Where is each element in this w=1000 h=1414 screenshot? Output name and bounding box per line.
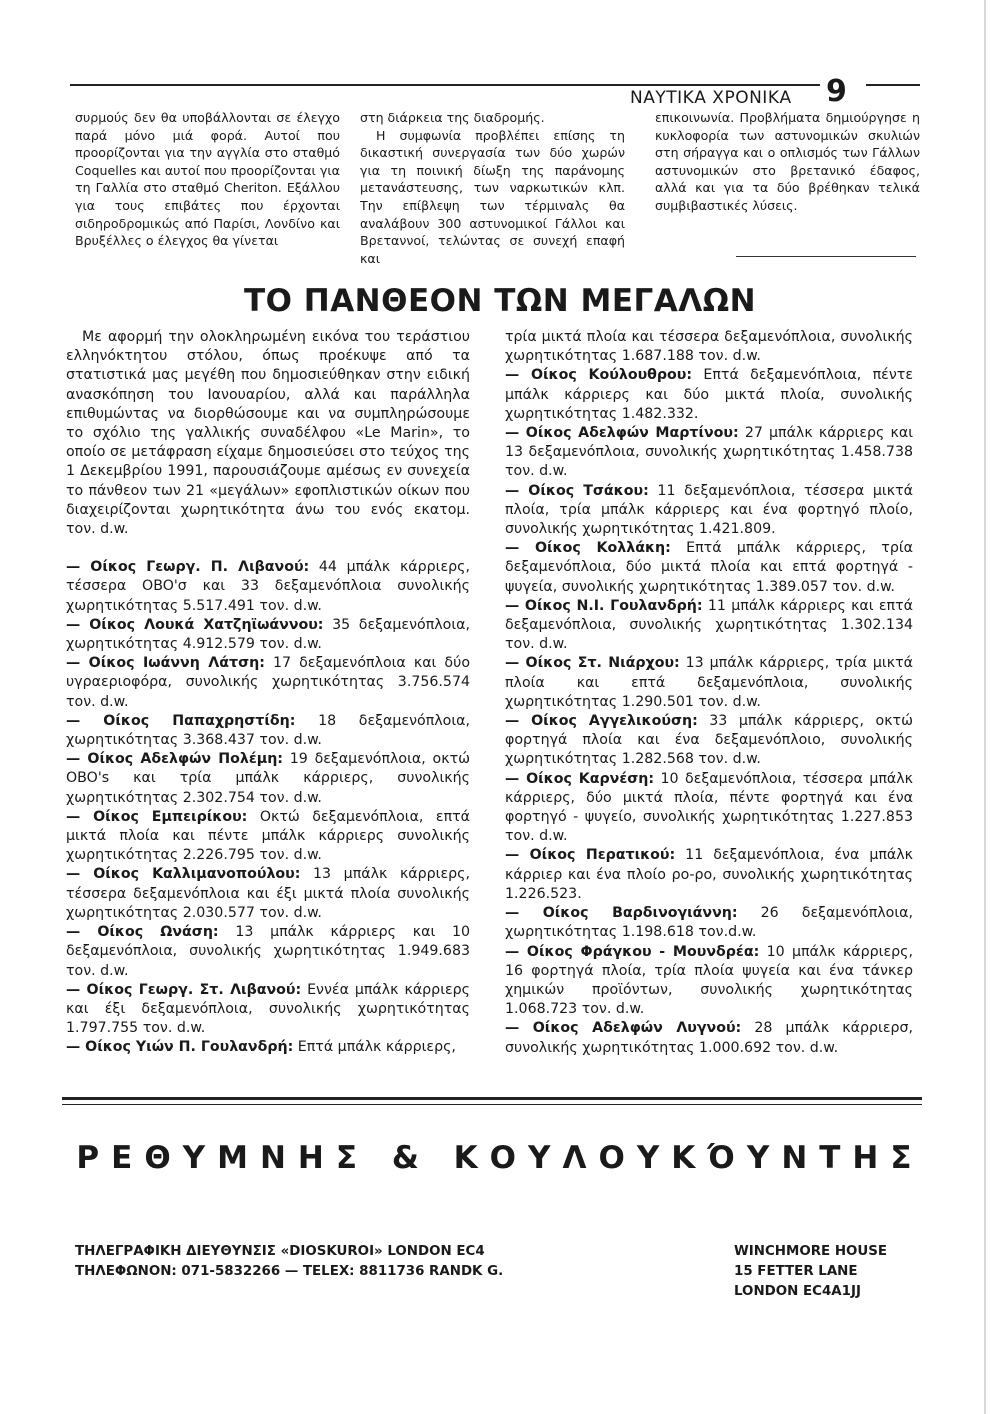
shipping-house-details: 11 μπάλκ κάρριερς και επτά δεξαμενόπλοια, συνολικής χωρητικότητας 1.302.134 τον. d.w. — [505, 597, 913, 653]
shipping-house-entry — [66, 808, 470, 866]
ad-phone: ΤΗΛΕΦΩΝΟΝ: 071-5832266 — TELEX: 8811736 RANDK G. — [75, 1264, 504, 1279]
shipping-house-name: — Οίκος Κούλουθρου: — [505, 367, 693, 384]
shipping-house-details: 11 δεξαμενόπλοια, τέσσερα μικτά πλοία, τρία μπάλκ κάρριερς και ένα φορτηγό πλοίο, συνολικής χωρητικότητας 1.421.809. — [505, 482, 913, 538]
shipping-house-entry — [66, 750, 470, 808]
shipping-house-details: Εννέα μπάλκ κάρριερς και έξι δεξαμενόπλοια, συνολικής χωρητικότητας 1.797.755 τον. d.w. — [66, 981, 470, 1037]
shipping-house-entry — [66, 923, 470, 981]
shipping-house-details: Επτά μπάλκ κάρριερς, τρία δεξαμενόπλοια, δύο μικτά πλοία και επτά φορτηγά - ψυγεία, συνολικής χωρητικότητας 1.389.057 τον. d.w. — [505, 540, 913, 595]
shipping-house-entry — [66, 981, 470, 1039]
shipping-house-entry — [66, 712, 470, 750]
column-end-rule — [736, 256, 916, 257]
ad-top-rule-thin — [62, 1104, 922, 1105]
header-rule-right — [866, 84, 920, 86]
shipping-house-details: 10 μπάλκ κάρριερς, 16 φορτηγά πλοία, τρία πλοία ψυγεία και ένα τάνκερ χημικών προϊόντων, συνολικής χωρητικότητας 1.068.723 τον. d.w. — [505, 943, 913, 1018]
shipping-house-entry — [505, 366, 913, 424]
shipping-house-details: 27 μπάλκ κάρριερς και 13 δεξαμενόπλοια, συνολικής χωρητικότητας 1.458.738 τον. d.w. — [505, 425, 914, 480]
shipping-house-name: — Οίκος Φράγκου - Μουνδρέα: — [505, 943, 760, 960]
shipping-house-details: 13 μπάλκ κάρριερς, τρία μικτά πλοία και επτά δεξαμενόπλοια, συνολικής χωρητικότητας 1.290.501 τον. d.w. — [505, 655, 913, 710]
shipping-house-details: 17 δεξαμενόπλοια και δύο υγραεριοφόρα, συνολικής χωρητικότητας 3.756.574 τον. d.w. — [66, 655, 470, 710]
shipping-house-details: 18 δεξαμενόπλοια, χωρητικότητας 3.368.437 τον. d.w. — [66, 712, 470, 749]
shipping-house-entry — [505, 770, 913, 847]
top-column-2 — [360, 109, 625, 267]
shipping-house-entry — [505, 654, 913, 712]
shipping-house-entry — [505, 539, 913, 597]
shipping-house-details: 13 μπάλκ κάρριερς, τέσσερα δεξαμενόπλοια και έξι μικτά πλοία συνολικής χωρητικότητας 2.030.577 τον. d.w. — [66, 866, 470, 921]
ad-address — [734, 1242, 887, 1302]
shipping-house-details: 33 μπάλκ κάρριερς, οκτώ φορτηγά πλοία και ένα δεξαμενόπλοιο, συνολικής χωρητικότητας 1.282.568 τον. d.w. — [505, 713, 913, 768]
shipping-house-entry — [66, 558, 470, 616]
shipping-house-name: — Οίκος Παπαχρηστίδη: — [66, 712, 296, 729]
shipping-house-name: — Οίκος Τσάκου: — [505, 482, 649, 499]
article-intro: Με αφορμή την ολοκληρωμένη εικόνα του τεράστιου ελληνόκτητου στόλου, όπως προέκυψε από τα στατιστικά μας μεγέθη που δημοσιεύθηκαν στην ειδική ανασκόπηση του Ιανουαρίου, αλλά και παράλληλα επιθυμώντας να διορθώσουμε και να συμπληρώσουμε το σχόλιο της γαλλικής συναδέλφου «Le Marin», το οποίο σε μετάφραση είχαμε δημοσιεύσει στο τεύχος της 1 Δεκεμβρίου 1991, παρουσιάζουμε αμέσως εν συνεχεία το πάνθεον των 21 «μεγάλων» εφοπλιστικών οίκων που διαχειρίζονται χωρητικότητα άνω του ενός εκατομ. τον. d.w. — [66, 329, 470, 538]
shipping-house-name: — Οίκος Λουκά Χατζηϊωάννου: — [66, 616, 324, 633]
shipping-house-details: 13 μπάλκ κάρριερς και 10 δεξαμενόπλοια, συνολικής χωρητικότητας 1.949.683 τον. d.w. — [66, 924, 471, 979]
article-headline: ΤΟ ΠΑΝΘΕΟΝ ΤΩΝ ΜΕΓΑΛΩΝ — [243, 283, 757, 319]
shipping-house-entry — [505, 424, 913, 482]
shipping-house-entry — [505, 943, 913, 1020]
shipping-house-entry — [66, 1038, 470, 1057]
article-continuation: τρία μικτά πλοία και τέσσερα δεξαμενόπλοια, συνολικής χωρητικότητας 1.687.188 τον. d.w. — [505, 329, 913, 365]
shipping-house-name: — Οίκος Αδελφών Πολέμη: — [66, 751, 283, 768]
ad-contact-left — [75, 1242, 503, 1282]
top-column-2-line: στη διάρκεια της διαδρομής. — [360, 110, 545, 125]
shipping-house-details: 11 δεξαμενόπλοια, ένα μπάλκ κάρριερ και ένα πλοίο ρο-ρο, συνολικής χωρητικότητας 1.226.523. — [505, 847, 913, 902]
paragraph-gap — [66, 539, 470, 558]
top-column-1-text: συρμούς δεν θα υποβάλλονται σε έλεγχο παρά μόνο μιά φορά. Αυτοί που προορίζονται για την αγγλία στο σταθμό Coquelles και αυτοί που προορίζονται για τη Γαλλία στο σταθμό Cheriton. Εξάλλου για τους επιβάτες που έρχονται σιδηροδρομικώς από Παρίσι, Λονδίνο και Βρυξέλλες ο έλεγχος θα γίνεται — [75, 110, 340, 249]
ad-top-rule — [62, 1097, 922, 1100]
shipping-house-entry — [505, 712, 913, 770]
shipping-house-name: — Οίκος Καλλιμανοπούλου: — [66, 866, 301, 883]
article-column-left — [66, 328, 470, 1058]
shipping-house-entry — [505, 904, 913, 942]
shipping-house-entry — [66, 654, 470, 712]
shipping-house-name: — Οίκος Γεωργ. Στ. Λιβανού: — [66, 981, 302, 998]
shipping-house-entry — [505, 597, 913, 655]
shipping-house-name: — Οίκος Κολλάκη: — [505, 540, 671, 557]
shipping-house-details: 35 δεξαμενόπλοια, χωρητικότητας 4.912.579 τον. d.w. — [66, 616, 470, 653]
shipping-house-details: Επτά δεξαμενόπλοια, πέντε μπάλκ κάρριερς και δύο μικτά πλοία, συνολικής χωρητικότητας 1.482.332. — [505, 367, 913, 422]
top-column-3 — [655, 109, 920, 215]
shipping-house-name: — Οίκος Καρνέση: — [505, 770, 655, 787]
shipping-house-name: — Οίκος Γεωργ. Π. Λιβανού: — [66, 559, 310, 576]
shipping-house-name: — Οίκος Υιών Π. Γουλανδρή: — [66, 1039, 294, 1056]
shipping-house-name: — Οίκος Αδελφών Μαρτίνου: — [505, 425, 739, 442]
running-title: ΝΑΥΤΙΚΑ ΧΡΟΝΙΚΑ — [630, 88, 792, 108]
shipping-house-details: 44 μπάλκ κάρριερς, τέσσερα OBO'σ και 33 δεξαμενόπλοια συνολικής χωρητικότητας 5.517.491 τον. d.w. — [66, 559, 470, 614]
article-column-right — [505, 328, 913, 1058]
shipping-house-entry — [505, 846, 913, 904]
page-number: 9 — [826, 74, 847, 109]
shipping-house-entry — [66, 616, 470, 654]
page-edge — [984, 0, 986, 1414]
ad-address-line: WINCHMORE HOUSE — [734, 1244, 888, 1259]
header-rule — [70, 84, 820, 86]
shipping-house-name: — Οίκος Εμπειρίκου: — [66, 808, 248, 825]
shipping-house-details: 26 δεξαμενόπλοια, χωρητικότητας 1.198.618 τον.d.w. — [505, 905, 913, 941]
shipping-house-entry — [505, 1019, 913, 1057]
shipping-house-entry — [66, 865, 470, 923]
shipping-house-name: — Οίκος Ν.Ι. Γουλανδρή: — [505, 597, 703, 614]
ad-address-line: 15 FETTER LANE — [734, 1264, 858, 1279]
ad-telegraph: ΤΗΛΕΓΡΑΦΙΚΗ ΔΙΕΥΘΥΝΣΙΣ «DIOSKUROI» LONDON EC4 — [75, 1244, 485, 1259]
shipping-house-details: Οκτώ δεξαμενόπλοια, επτά μικτά πλοία και πέντε μπάλκ κάρριερς συνολικής χωρητικότητας 2.226.795 τον. d.w. — [66, 808, 471, 864]
top-column-2-text: Η συμφωνία προβλέπει επίσης τη δικαστική συνεργασία των δύο χωρών για τη ποινική δίωξη της παράνομης μετανάστευσης, των ναρκωτικών κλπ. Την επίβλεψη των τέρμιναλς θα αναλάβουν 300 αστυνομικοί Γάλλοι και Βρεταννοί, τελώντας σε συνεχή επαφή και — [360, 127, 625, 266]
shipping-house-details: 10 δεξαμενόπλοια, τέσσερα μπάλκ κάρριερς, δύο μικτά πλοία, πέντε φορτηγά και ένα φορτηγό - ψυγείο, συνολικής χωρητικότητας 1.227.853 τον. d.w. — [505, 770, 913, 845]
shipping-house-details: 19 δεξαμενόπλοια, οκτώ OBO's και τρία μπάλκ κάρριερς, συνολικής χωρητικότητας 2.302.754 τον. d.w. — [66, 751, 470, 806]
shipping-house-name: — Οίκος Ωνάση: — [66, 924, 219, 941]
top-column-3-text: επικοινωνία. Προβλήματα δημιούργησε η κυκλοφορία των αστυνομικών σκυλιών στη σήραγγα και ο οπλισμός των Γάλλων αστυνομικών στο βρετανικό έδαφος, αλλά και για τα δύο βρέθηκαν τελικά συμβιβαστικές λύσεις. — [655, 110, 920, 213]
shipping-house-name: — Οίκος Βαρδινογιάννη: — [505, 905, 738, 922]
shipping-house-name: — Οίκος Στ. Νιάρχου: — [505, 655, 680, 672]
shipping-house-name: — Οίκος Αγγελικούση: — [505, 713, 698, 730]
shipping-house-name: — Οίκος Ιωάννη Λάτση: — [66, 655, 265, 672]
shipping-house-name: — Οίκος Περατικού: — [505, 847, 676, 864]
shipping-house-details: Επτά μπάλκ κάρριερς, — [293, 1039, 456, 1056]
ad-company-name: ΡΕΘΥΜΝΗΣ & ΚΟΥΛΟΥΚΌΥΝΤΗΣ — [76, 1140, 924, 1176]
ad-address-line: LONDON EC4A1JJ — [734, 1284, 861, 1299]
shipping-house-details: 28 μπάλκ κάρριερσ, συνολικής χωρητικότητας 1.000.692 τον. d.w. — [505, 1020, 914, 1056]
shipping-house-name: — Οίκος Αδελφών Λυγνού: — [505, 1020, 742, 1037]
shipping-house-entry — [505, 482, 913, 540]
top-column-1 — [75, 109, 340, 250]
